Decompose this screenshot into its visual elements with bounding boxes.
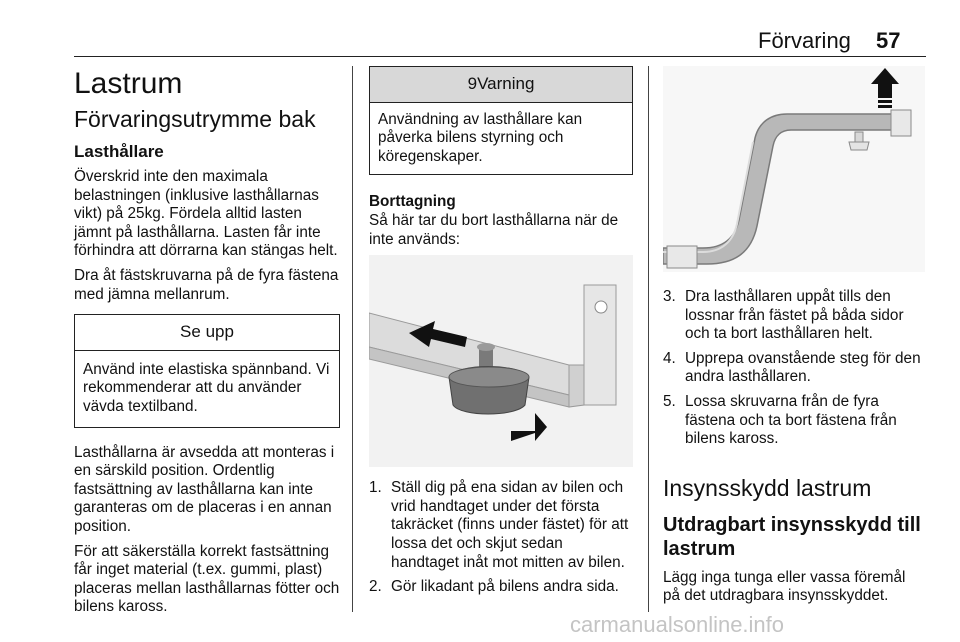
section-title: Förvaring [758, 28, 851, 53]
step-text: Dra lasthållaren uppåt tills den lossnar från fästet på båda sidor och ta bort lasthållaren helt. [685, 288, 904, 343]
step-number: 4. [663, 349, 676, 367]
step-text: Upprepa ovanstående steg för den andra lasthållaren. [685, 349, 921, 386]
paragraph-load-limit: Överskrid inte den maximala belastningen (inklusive lasthållarnas vikt) på 25kg. Fördela alltid lasten jämnt på lasthållarna. Lasten får inte förhindra att dörrarna kan stängas helt. [74, 168, 338, 260]
cover-section-heading: Insynsskydd lastrum [663, 474, 872, 501]
column-3 [663, 66, 925, 612]
step-text: Gör likadant på bilens andra sida. [391, 578, 619, 596]
removal-steps-list-continued [663, 288, 925, 449]
column-divider-1 [352, 66, 353, 612]
removal-heading: Borttagning [369, 193, 456, 211]
step-number: 3. [663, 288, 676, 305]
column-1 [74, 66, 340, 623]
removal-steps-list [369, 479, 633, 597]
list-item [663, 393, 925, 449]
subsection-heading: Lasthållare [74, 142, 164, 161]
figure-lift-holder [663, 66, 925, 272]
paragraph-tighten: Dra åt fästskruvarna på de fyra fästena med jämna mellanrum. [74, 266, 339, 303]
caution-box [74, 314, 340, 427]
warning-header [370, 67, 632, 103]
page-number: 57 [876, 28, 901, 53]
paragraph-material: För att säkerställa korrekt fastsättning får inget material (t.ex. gummi, plast) placeras mellan lasthållarnas fötter och bilens kaross. [74, 542, 340, 616]
warning-title: Varning [477, 74, 535, 93]
cover-subheading: Utdragbart insynsskydd till lastrum [663, 513, 921, 560]
caution-text: Använd inte elastiska spännband. Vi rekommenderar att du använder vävda textilband. [83, 360, 330, 415]
caution-title: Se upp [75, 315, 339, 351]
chapter-title: Lastrum [74, 67, 183, 100]
column-2 [369, 66, 633, 603]
step-number: 1. [369, 479, 382, 497]
paragraph-position: Lasthållarna är avsedda att monteras i en särskild position. Ordentlig fastsättning av lasthållarna kan inte garanteras om de placeras i en annan position. [74, 443, 335, 535]
list-item [663, 350, 925, 387]
list-item [663, 288, 925, 344]
warning-triangle-icon: 9 [467, 74, 478, 93]
header-rule [74, 56, 926, 57]
section-heading: Förvaringsutrymme bak [74, 106, 316, 132]
step-text: Lossa skruvarna från de fyra fästena och ta bort fästena från bilens kaross. [685, 392, 897, 448]
removal-intro: Så här tar du bort lasthållarna när de inte används: [369, 211, 619, 248]
step-number: 2. [369, 578, 382, 596]
list-item [369, 479, 633, 572]
step-number: 5. [663, 392, 676, 410]
warning-text: Användning av lasthållare kan påverka bilens styrning och köregenskaper. [378, 110, 583, 165]
watermark: carmanualsonline.info [570, 612, 785, 637]
page-header [0, 22, 960, 62]
warning-box [369, 66, 633, 175]
step-text: Ställ dig på ena sidan av bilen och vrid handtaget under det första takräcket (finns under fästet) för att lossa det och skjut sedan handtaget inåt mot mitten av bilen. [391, 479, 629, 571]
list-item [369, 578, 633, 597]
cover-paragraph: Lägg inga tunga eller vassa föremål på det utdragbara insynsskyddet. [663, 568, 906, 605]
figure-unlock-handle [369, 255, 633, 467]
column-divider-2 [648, 66, 649, 612]
